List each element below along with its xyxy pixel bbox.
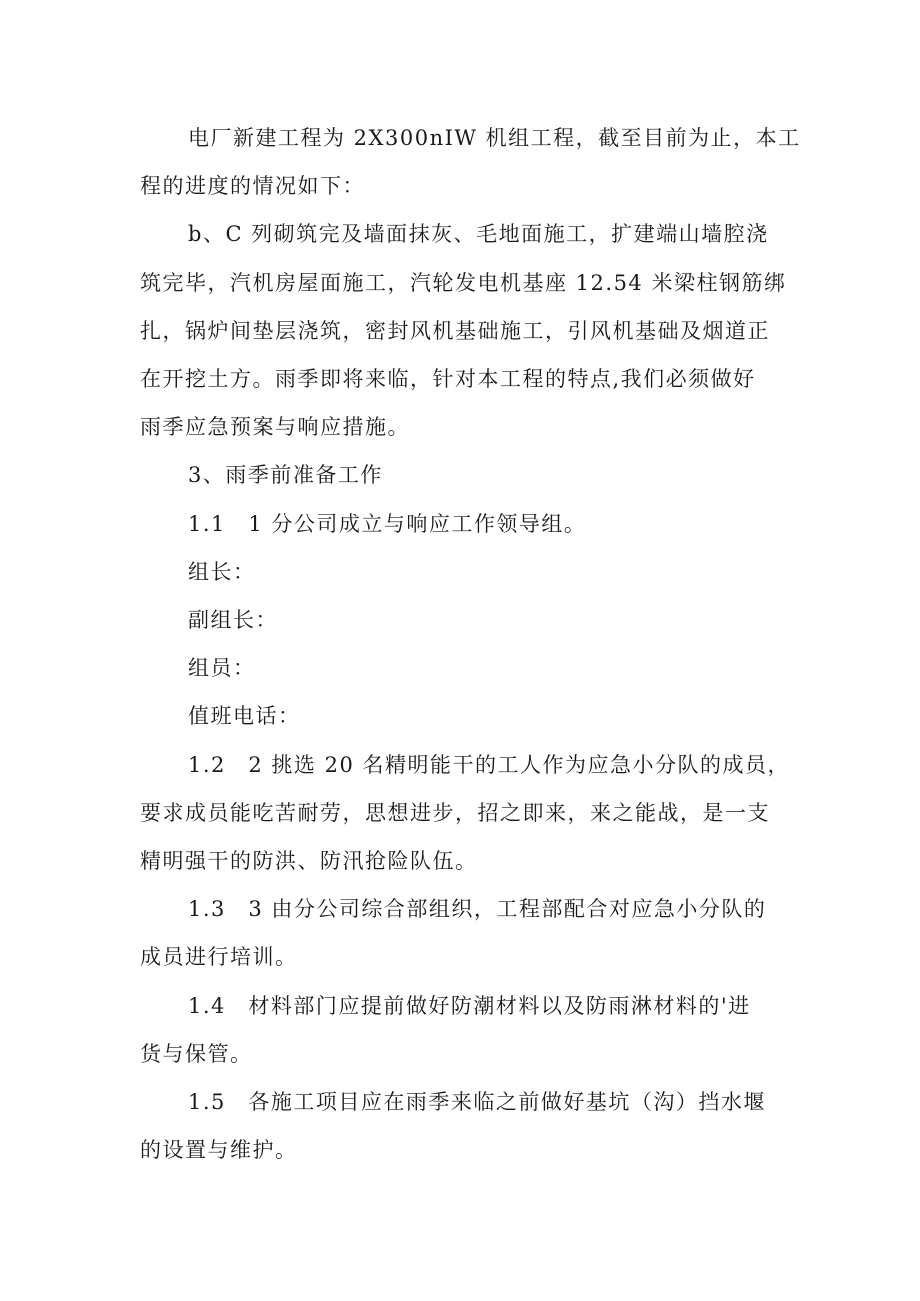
text-line: 1.3 3 由分公司综合部组织，工程部配合对应急小分队的 [188, 897, 767, 922]
item-1-4 [140, 982, 785, 1078]
field-duty-phone [140, 692, 785, 740]
field-label: 副组长： [188, 608, 278, 633]
item-1-1 [140, 500, 785, 548]
text-line: 精明强干的防洪、防汛抢险队伍。 [140, 849, 478, 874]
text-line: 的设置与维护。 [140, 1138, 298, 1163]
text-line: 1.4 材料部门应提前做好防潮材料以及防雨淋材料的'进 [188, 993, 751, 1018]
text-line: 货与保管。 [140, 1041, 253, 1066]
section-heading-preparation [140, 451, 785, 499]
text-line: 1.1 1 分公司成立与响应工作领导组。 [188, 511, 587, 536]
item-1-3 [140, 885, 785, 981]
item-1-5 [140, 1078, 785, 1174]
text-line: 1.2 2 挑选 20 名精明能干的工人作为应急小分队的成员， [188, 752, 791, 777]
field-label: 组员： [188, 656, 256, 681]
field-deputy-leader [140, 596, 785, 644]
field-label: 值班电话： [188, 704, 301, 729]
text-line: 雨季应急预案与响应措施。 [140, 415, 410, 440]
text-line: 电厂新建工程为 2X300nIW 机组工程，截至目前为止，本工 [188, 126, 801, 150]
section-heading: 3、雨季前准备工作 [188, 463, 383, 488]
text-line: b、C 列砌筑完及墙面抹灰、毛地面施工，扩建端山墙腔浇 [188, 222, 769, 247]
text-line: 扎，锅炉间垫层浇筑，密封风机基础施工，引风机基础及烟道正 [140, 318, 770, 343]
field-group-leader [140, 548, 785, 596]
text-line: 成员进行培训。 [140, 945, 298, 970]
paragraph-project-intro [140, 114, 801, 210]
text-line: 要求成员能吃苦耐劳，思想进步，招之即来，来之能战，是一支 [140, 800, 770, 825]
text-line: 筑完毕，汽机房屋面施工，汽轮发电机基座 12.54 米梁柱钢筋绑 [140, 270, 787, 295]
item-1-2 [140, 741, 791, 886]
field-members [140, 644, 785, 692]
text-line: 程的进度的情况如下： [140, 174, 365, 199]
text-line: 1.5 各施工项目应在雨季来临之前做好基坑（沟）挡水堰 [188, 1090, 766, 1115]
paragraph-progress-status [140, 210, 785, 451]
document-page [140, 114, 801, 1174]
field-label: 组长： [188, 559, 256, 584]
text-line: 在开挖土方。雨季即将来临，针对本工程的特点,我们必须做好 [140, 367, 756, 392]
